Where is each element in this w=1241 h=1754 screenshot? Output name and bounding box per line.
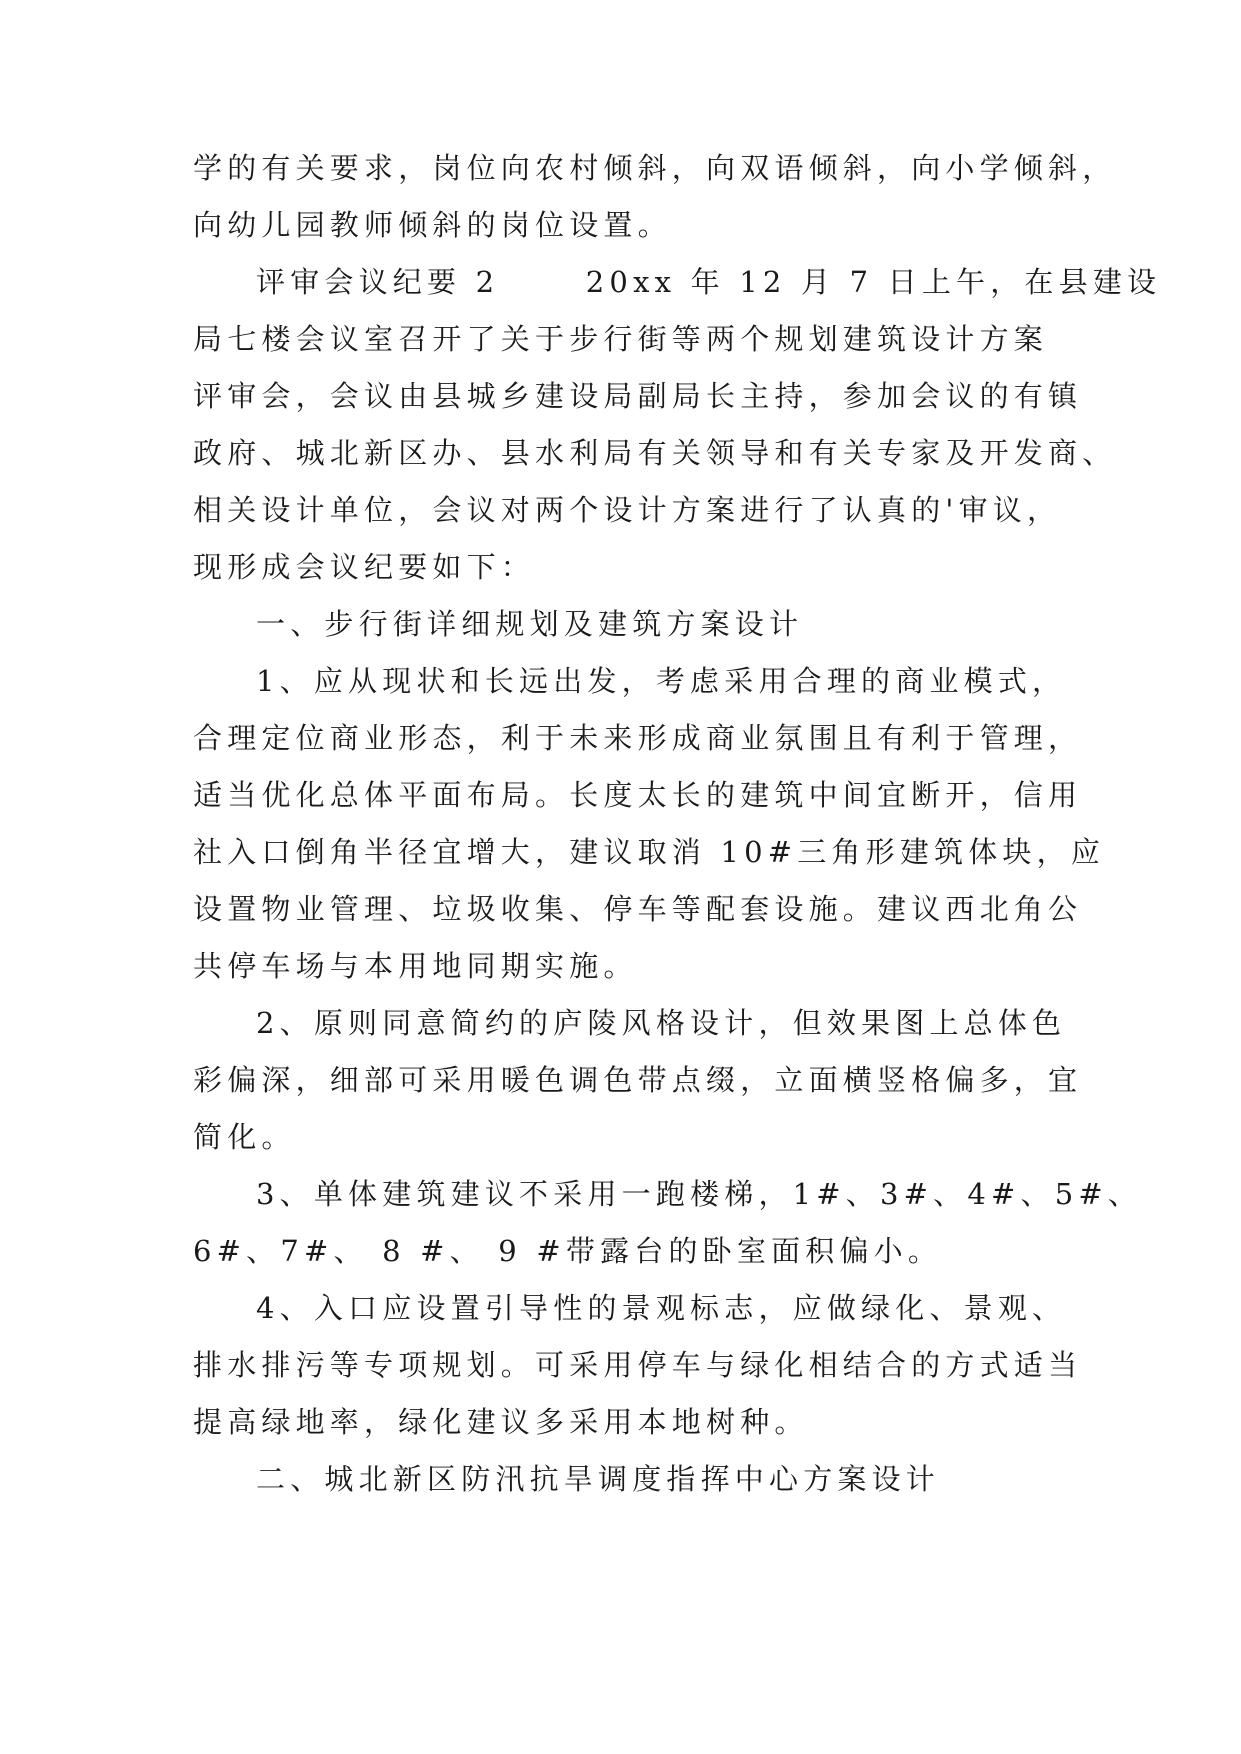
list-item-line: 2、原则同意简约的庐陵风格设计，但效果图上总体色	[256, 1006, 1067, 1040]
text-line: 学的有关要求，岗位向农村倾斜，向双语倾斜，向小学倾斜，	[193, 151, 1117, 185]
text-line: 彩偏深，细部可采用暖色调色带点缀，立面横竖格偏多，宜	[193, 1063, 1083, 1097]
text-line: 6#、7#、 8 #、 9 #带露台的卧室面积偏小。	[193, 1234, 943, 1268]
text-line: 评审会，会议由县城乡建设局副局长主持，参加会议的有镇	[193, 379, 1083, 413]
text-line: 提高绿地率，绿化建议多采用本地树种。	[193, 1405, 809, 1439]
text-line: 共停车场与本用地同期实施。	[193, 949, 638, 983]
list-item-line: 4、入口应设置引导性的景观标志，应做绿化、景观、	[256, 1291, 1067, 1325]
section-heading-line: 一、步行街详细规划及建筑方案设计	[256, 607, 804, 641]
text-line: 设置物业管理、垃圾收集、停车等配套设施。建议西北角公	[193, 892, 1083, 926]
list-item-line: 1、应从现状和长远出发，考虑采用合理的商业模式，	[256, 664, 1067, 698]
section-heading-line: 二、城北新区防汛抗旱调度指挥中心方案设计	[256, 1462, 941, 1496]
text-line: 适当优化总体平面布局。长度太长的建筑中间宜断开，信用	[193, 778, 1083, 812]
text-line: 现形成会议纪要如下：	[193, 550, 536, 584]
list-item-line: 3、单体建筑建议不采用一跑楼梯，1#、3#、4#、5#、	[256, 1177, 1143, 1211]
text-line: 政府、城北新区办、县水利局有关领导和有关专家及开发商、	[193, 436, 1117, 470]
text-line: 相关设计单位，会议对两个设计方案进行了认真的'审议，	[193, 493, 1062, 527]
text-line: 合理定位商业形态，利于未来形成商业氛围且有利于管理，	[193, 721, 1083, 755]
text-line: 向幼儿园教师倾斜的岗位设置。	[193, 208, 672, 242]
text-line: 排水排污等专项规划。可采用停车与绿化相结合的方式适当	[193, 1348, 1083, 1382]
section-heading-line: 评审会议纪要 2 20xx 年 12 月 7 日上午，在县建设	[256, 265, 1162, 299]
text-line: 局七楼会议室召开了关于步行街等两个规划建筑设计方案	[193, 322, 1049, 356]
text-line: 简化。	[193, 1120, 296, 1154]
text-line: 社入口倒角半径宜增大，建议取消 10#三角形建筑体块，应	[193, 835, 1106, 869]
